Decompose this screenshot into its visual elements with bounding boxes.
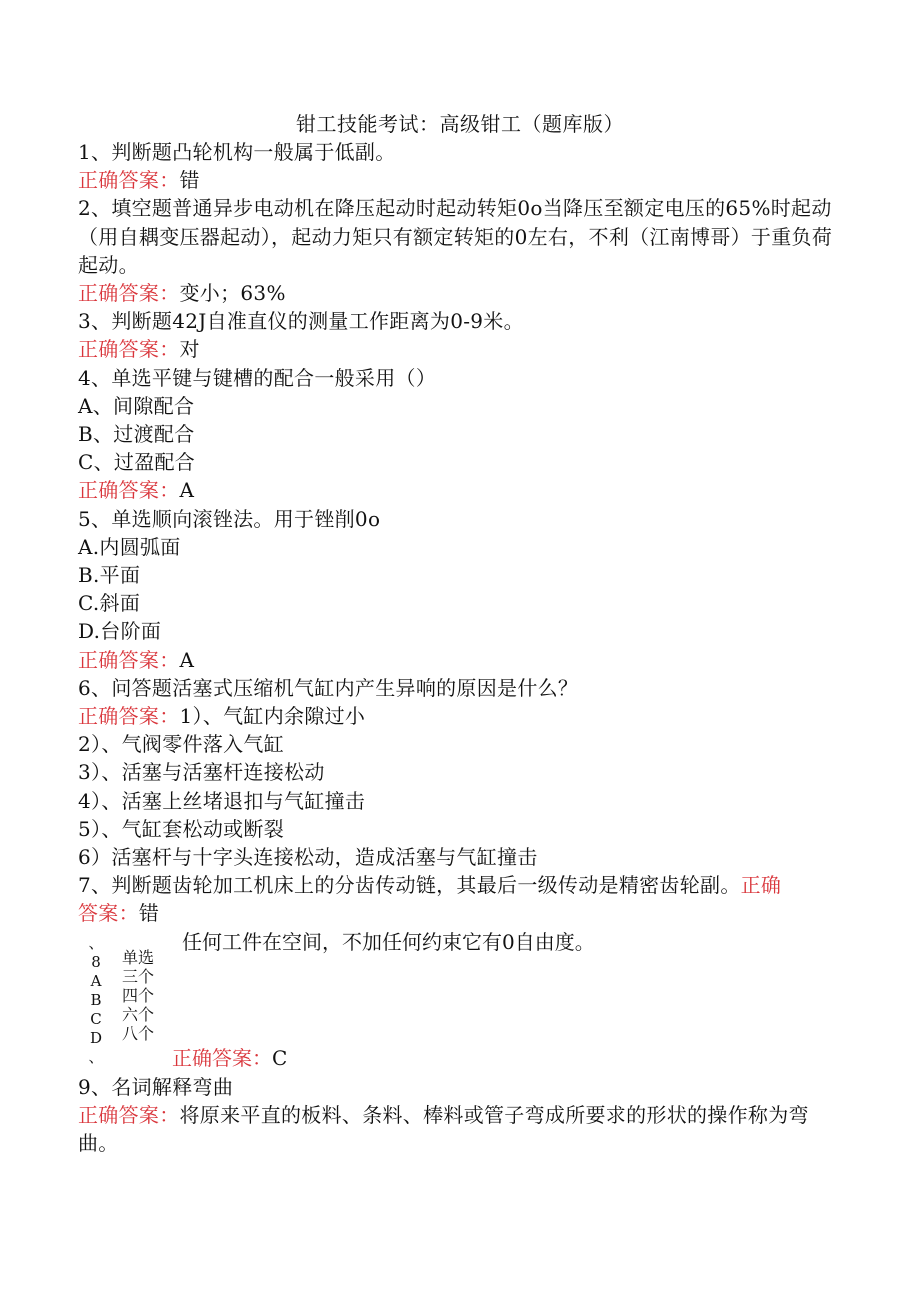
option: D.台阶面 <box>78 619 162 644</box>
answer-line: 2）、气阀零件落入气缸 <box>78 732 285 757</box>
option-markers <box>84 934 108 1067</box>
answer-line: 5）、气缸套松动或断裂 <box>78 816 285 841</box>
marker: 8 <box>91 952 101 971</box>
answer-2 <box>78 279 838 307</box>
answer-label: 正确答案： <box>78 1102 180 1127</box>
question-2: 2、填空题普通异步电动机在降压起动时起动转矩0o当降压至额定电压的65%时起动（用自耦变压器起动），起动力矩只有额定转矩的0左右，不利（江南博哥）于重负荷起动。 <box>78 196 833 277</box>
question-text: 任何工件在空间，不加任何约束它有0自由度。 <box>182 929 595 954</box>
document-title: 钳工技能考试：高级钳工（题库版） <box>296 112 624 136</box>
question-8 <box>78 928 838 1073</box>
marker: A <box>90 971 102 990</box>
question-9: 9、名词解释弯曲 <box>78 1074 234 1099</box>
option: 三个 <box>122 966 155 986</box>
option-list <box>122 948 154 1043</box>
answer-3 <box>78 335 838 363</box>
marker: D <box>89 1028 103 1047</box>
answer-value: 变小；63% <box>179 281 286 306</box>
option: A、间隙配合 <box>78 393 195 418</box>
answer-7 <box>78 899 838 927</box>
option: C.斜面 <box>78 591 141 616</box>
question-7 <box>78 871 838 899</box>
answer-label-part: 答案： <box>78 901 139 926</box>
answer-label: 正确答案： <box>78 281 180 306</box>
answer-4 <box>78 476 838 504</box>
option: C、过盈配合 <box>78 450 196 475</box>
answer-value: 错 <box>179 168 200 193</box>
question-4: 4、单选平键与键槽的配合一般采用（） <box>78 365 437 390</box>
answer-8 <box>172 1044 287 1072</box>
answer-9 <box>78 1101 838 1157</box>
option: 单选 <box>122 947 155 967</box>
marker: C <box>90 1009 102 1028</box>
answer-value: 对 <box>179 337 200 362</box>
answer-6 <box>78 702 838 730</box>
answer-value: 错 <box>138 901 160 926</box>
question-6: 6、问答题活塞式压缩机气缸内产生异响的原因是什么？ <box>78 675 579 700</box>
answer-value: A <box>179 478 195 503</box>
marker: 、 <box>88 933 104 952</box>
question-5: 5、单选顺向滚锉法。用于锉削0o <box>78 506 381 531</box>
answer-label: 正确答案： <box>78 337 180 362</box>
answer-line: 4）、活塞上丝堵退扣与气缸撞击 <box>78 788 366 813</box>
answer-label: 正确答案： <box>78 168 180 193</box>
answer-label-part: 正确 <box>740 873 782 898</box>
option: 八个 <box>122 1023 155 1043</box>
answer-value: 将原来平直的板料、条料、棒料或管子弯成所要求的形状的操作称为弯曲。 <box>78 1102 809 1156</box>
option: 四个 <box>122 985 155 1005</box>
answer-value: 1）、气缸内余隙过小 <box>179 704 366 729</box>
option: A.内圆弧面 <box>78 534 181 559</box>
question-list <box>78 138 838 1157</box>
answer-line: 6）活塞杆与十字头连接松动，造成活塞与气缸撞击 <box>78 845 538 870</box>
marker: B <box>90 990 102 1009</box>
marker: 、 <box>88 1047 104 1066</box>
answer-1 <box>78 166 838 194</box>
answer-label: 正确答案： <box>78 478 180 503</box>
option: B.平面 <box>78 563 141 588</box>
question-1: 1、判断题凸轮机构一般属于低副。 <box>78 140 396 164</box>
answer-5 <box>78 646 838 674</box>
answer-label: 正确答案： <box>78 704 180 729</box>
answer-label: 正确答案： <box>78 647 180 672</box>
question-3: 3、判断题42J自准直仪的测量工作距离为0-9米。 <box>78 309 524 334</box>
answer-label: 正确答案： <box>172 1045 272 1070</box>
answer-value: C <box>272 1045 288 1070</box>
question-text: 7、判断题齿轮加工机床上的分齿传动链，其最后一级传动是精密齿轮副。 <box>78 873 741 898</box>
option: 六个 <box>122 1004 155 1024</box>
answer-line: 3）、活塞与活塞杆连接松动 <box>78 760 325 785</box>
option: B、过渡配合 <box>78 422 195 447</box>
answer-value: A <box>179 647 195 672</box>
